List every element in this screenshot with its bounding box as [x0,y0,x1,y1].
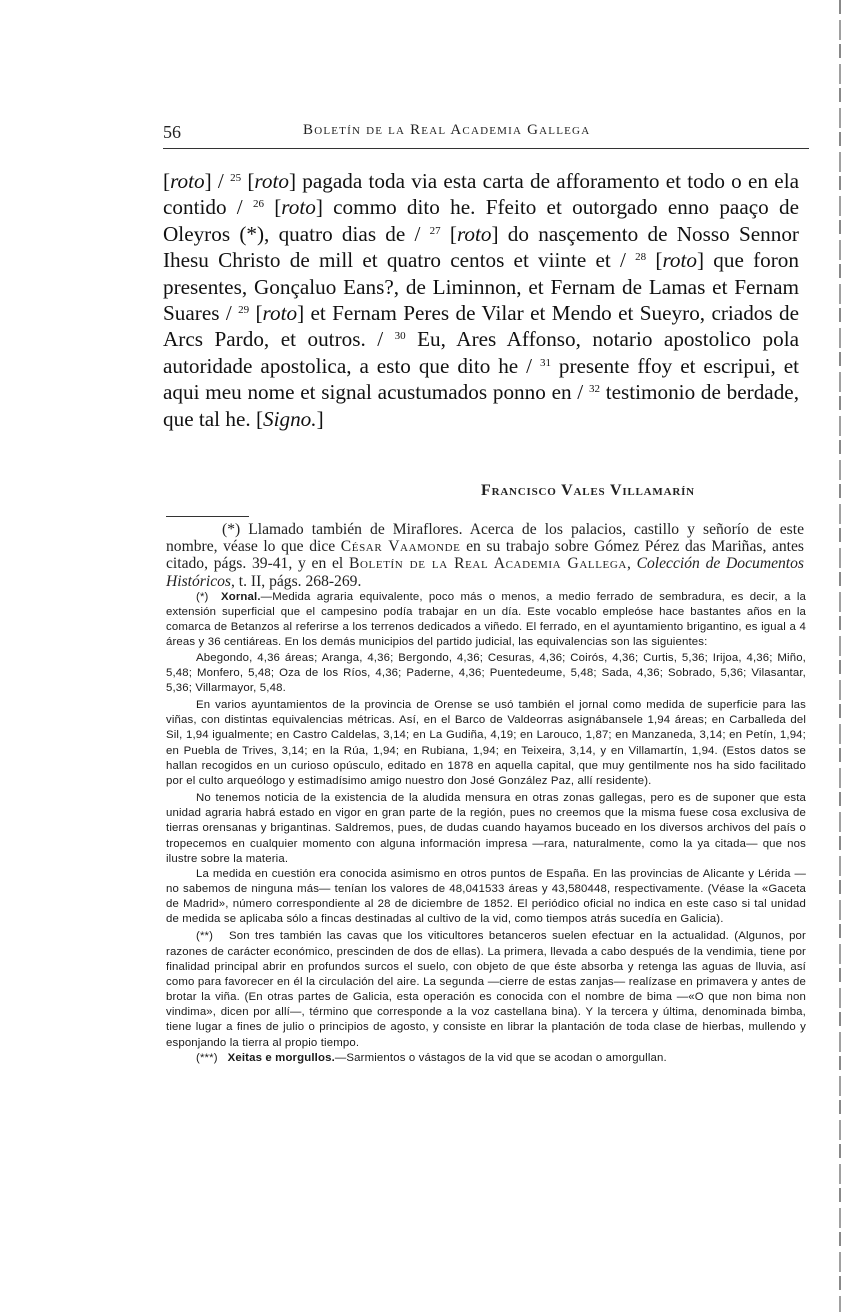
note-xeitas: (***) Xeitas e morgullos.—Sarmientos o vástagos de la vid que se acodan o amorgullan. [196,1051,667,1064]
note-xornal: (*) Xornal.—Medida agraria equivalente, poco más o menos, a medio ferrado de sembradura, es decir, a la extensión superficial que el campesino podía trabajar en un día. Este vocablo empleóse hace bastantes años en la comarca de Betanzos al referirse a los terrenos dedicados a viñedo. El ferrado, en el ayuntamiento brigantino, es igual a 4 áreas y 36 centiáreas. En los demás municipios del partido judicial, las equivalencias son las siguientes: [166,591,806,649]
footnote-miraflores: (*) Llamado también de Miraflores. Acerca de los palacios, castillo y señorío de este nombre, véase lo que dice César Vaamonde en su trabajo sobre Gómez Pérez das Mariñas, antes citado, págs. 39-41, y en el Boletín de la Real Academia Gallega, Colección de Documentos Históricos, t. II, págs. 268-269. [166,521,804,590]
note-zonas: No tenemos noticia de la existencia de la aludida mensura en otras zonas gallegas, pero es de suponer que esta unidad agraria habrá estado en vigor en gran parte de la región, pues no creemos que la misma fuese cosa exclusiva de tierras orensanas y brigantinas. Saldremos, pues, de dudas cuando hayamos buceado en los diversos archivos del país o tropecemos en cualquier momento con alguna información impresa —rara, naturalmente, como la ya citada— que nos ilustre sobre la materia. [166,792,806,865]
line-number-29: 29 [238,304,250,317]
signo-mark: Signo. [263,406,317,431]
line-number-30: 30 [394,330,406,343]
line-number-27: 27 [429,224,441,237]
author-signature: Francisco Vales Villamarín [481,482,695,499]
note-cavas: (**) Son tres también las cavas que los viticultores betanceros suelen efectuar en la actualidad. (Algunos, por razones de carácter económico, prescinden de dos de ellas). La primera, llevada a cabo después de la vendimia, tiene por finalidad principal abrir en profundos surcos el suelo, con objeto de que éste absorba y retenga las aguas de lluvia, así como para favorecer en él la circulación del aire. La segunda —cierre de estas zanjas— realízase en primavera y antes de brotar la viña. (En otras partes de Galicia, esta operación es conocida con el nombre de bima —«O que non bima non vindima», dicen por allí—, término que corresponde a la voz castellana bina). Y la tercera y última, denominada bimba, tiene lugar a fines de julio o principios de agosto, y consiste en librar la plantación de toda clase de hierbas, mullendo y esponjando la tierra al propio tiempo. [166,930,806,1049]
line-number-32: 32 [588,383,600,396]
line-number-28: 28 [635,251,647,264]
glossary-notes [166,590,806,1066]
line-number-31: 31 [539,356,551,369]
note-espana: La medida en cuestión era conocida asimismo en otros puntos de España. En las provincias de Alicante y Lérida —no sabemos de ninguna más— tenían los valores de 48,041533 áreas y 43,580448, respectivamente. (Véase la «Gaceta de Madrid», número correspondiente al 28 de diciembre de 1852. El periódico oficial no indica en este caso si tal unidad de medida se aplicaba sólo a fincas destinadas al cultivo de la vid, como tiempos atrás sucedía en Galicia). [166,867,806,926]
note-orense: En varios ayuntamientos de la provincia de Orense se usó también el jornal como medida de superficie para las viñas, con distintas equivalencias métricas. Así, en el Barco de Valdeorras asignábansele 1,94 áreas; en Carballeda del Sil, 1,94 igualmente; en Castro Caldelas, 3,14; en La Gudiña, 4,19; en Larouco, 1,87; en Manzaneda, 3,14; en Petín, 1,94; en Puebla de Trives, 3,14; en la Rúa, 1,94; en Rubiana, 1,94; en Teixeira, 3,14, y en Villamartín, 1,94. (Estos datos se hallan recogidos en un curioso opúsculo, editado en 1878 en aquella capital, que muy gentilmente nos ha sido facilitado por el culto arqueólogo y estimadísimo amigo nuestro don José González Paz, allí residente). [166,699,806,787]
line-number-25: 25 [230,172,242,184]
page-edge-line [839,0,841,1312]
footnote-rule [166,516,249,517]
line-number-26: 26 [252,198,264,211]
page-number: 56 [163,122,181,142]
running-head: Boletín de la Real Academia Gallega [303,122,591,138]
header-rule [163,148,809,149]
note-municipios: Abegondo, 4,36 áreas; Aranga, 4,36; Bergondo, 4,36; Cesuras, 4,36; Coirós, 4,36; Curtis, 5,36; Irijoa, 4,36; Miño, 5,48; Monfero, 5,48; Oza de los Ríos, 4,36; Paderne, 4,36; Puentedeume, 5,48; Sada, 4,36; Sobrado, 5,36; Vilasantar, 5,36; Villarmayor, 5,48. [166,651,806,694]
document-body: [roto] / $^{25}$ [roto] pagada toda via esta carta de afforamento et todo o en ela contido / $^{26}$ [roto] commo dito he. Ffeito et outorgado enno paaço de Oleyros (*), quatro dias de / $^{27}$ [roto] do nasçemento de Nosso Sennor Ihesu Christo de mill et quatro centos et viinte et / $^{28}$ [roto] que foron presentes, Gonçaluo Eans?, de Liminnon, et Fernam de Lamas et Fernam Suares / $^{29}$ [roto] et Fernam Peres de Vilar et Mendo et Sueyro, criados de Arcs Pardo, et outros. / $^{30}$ Eu, Ares Affonso, notario apostolico pola autoridade apostolica, a esto que dito he / $^{31}$ presente ffoy et escripui, et aqui meu nome et signal acustumados ponno en / $^{32}$ testimonio de berdade, que tal he. [Signo.] [163,169,799,431]
